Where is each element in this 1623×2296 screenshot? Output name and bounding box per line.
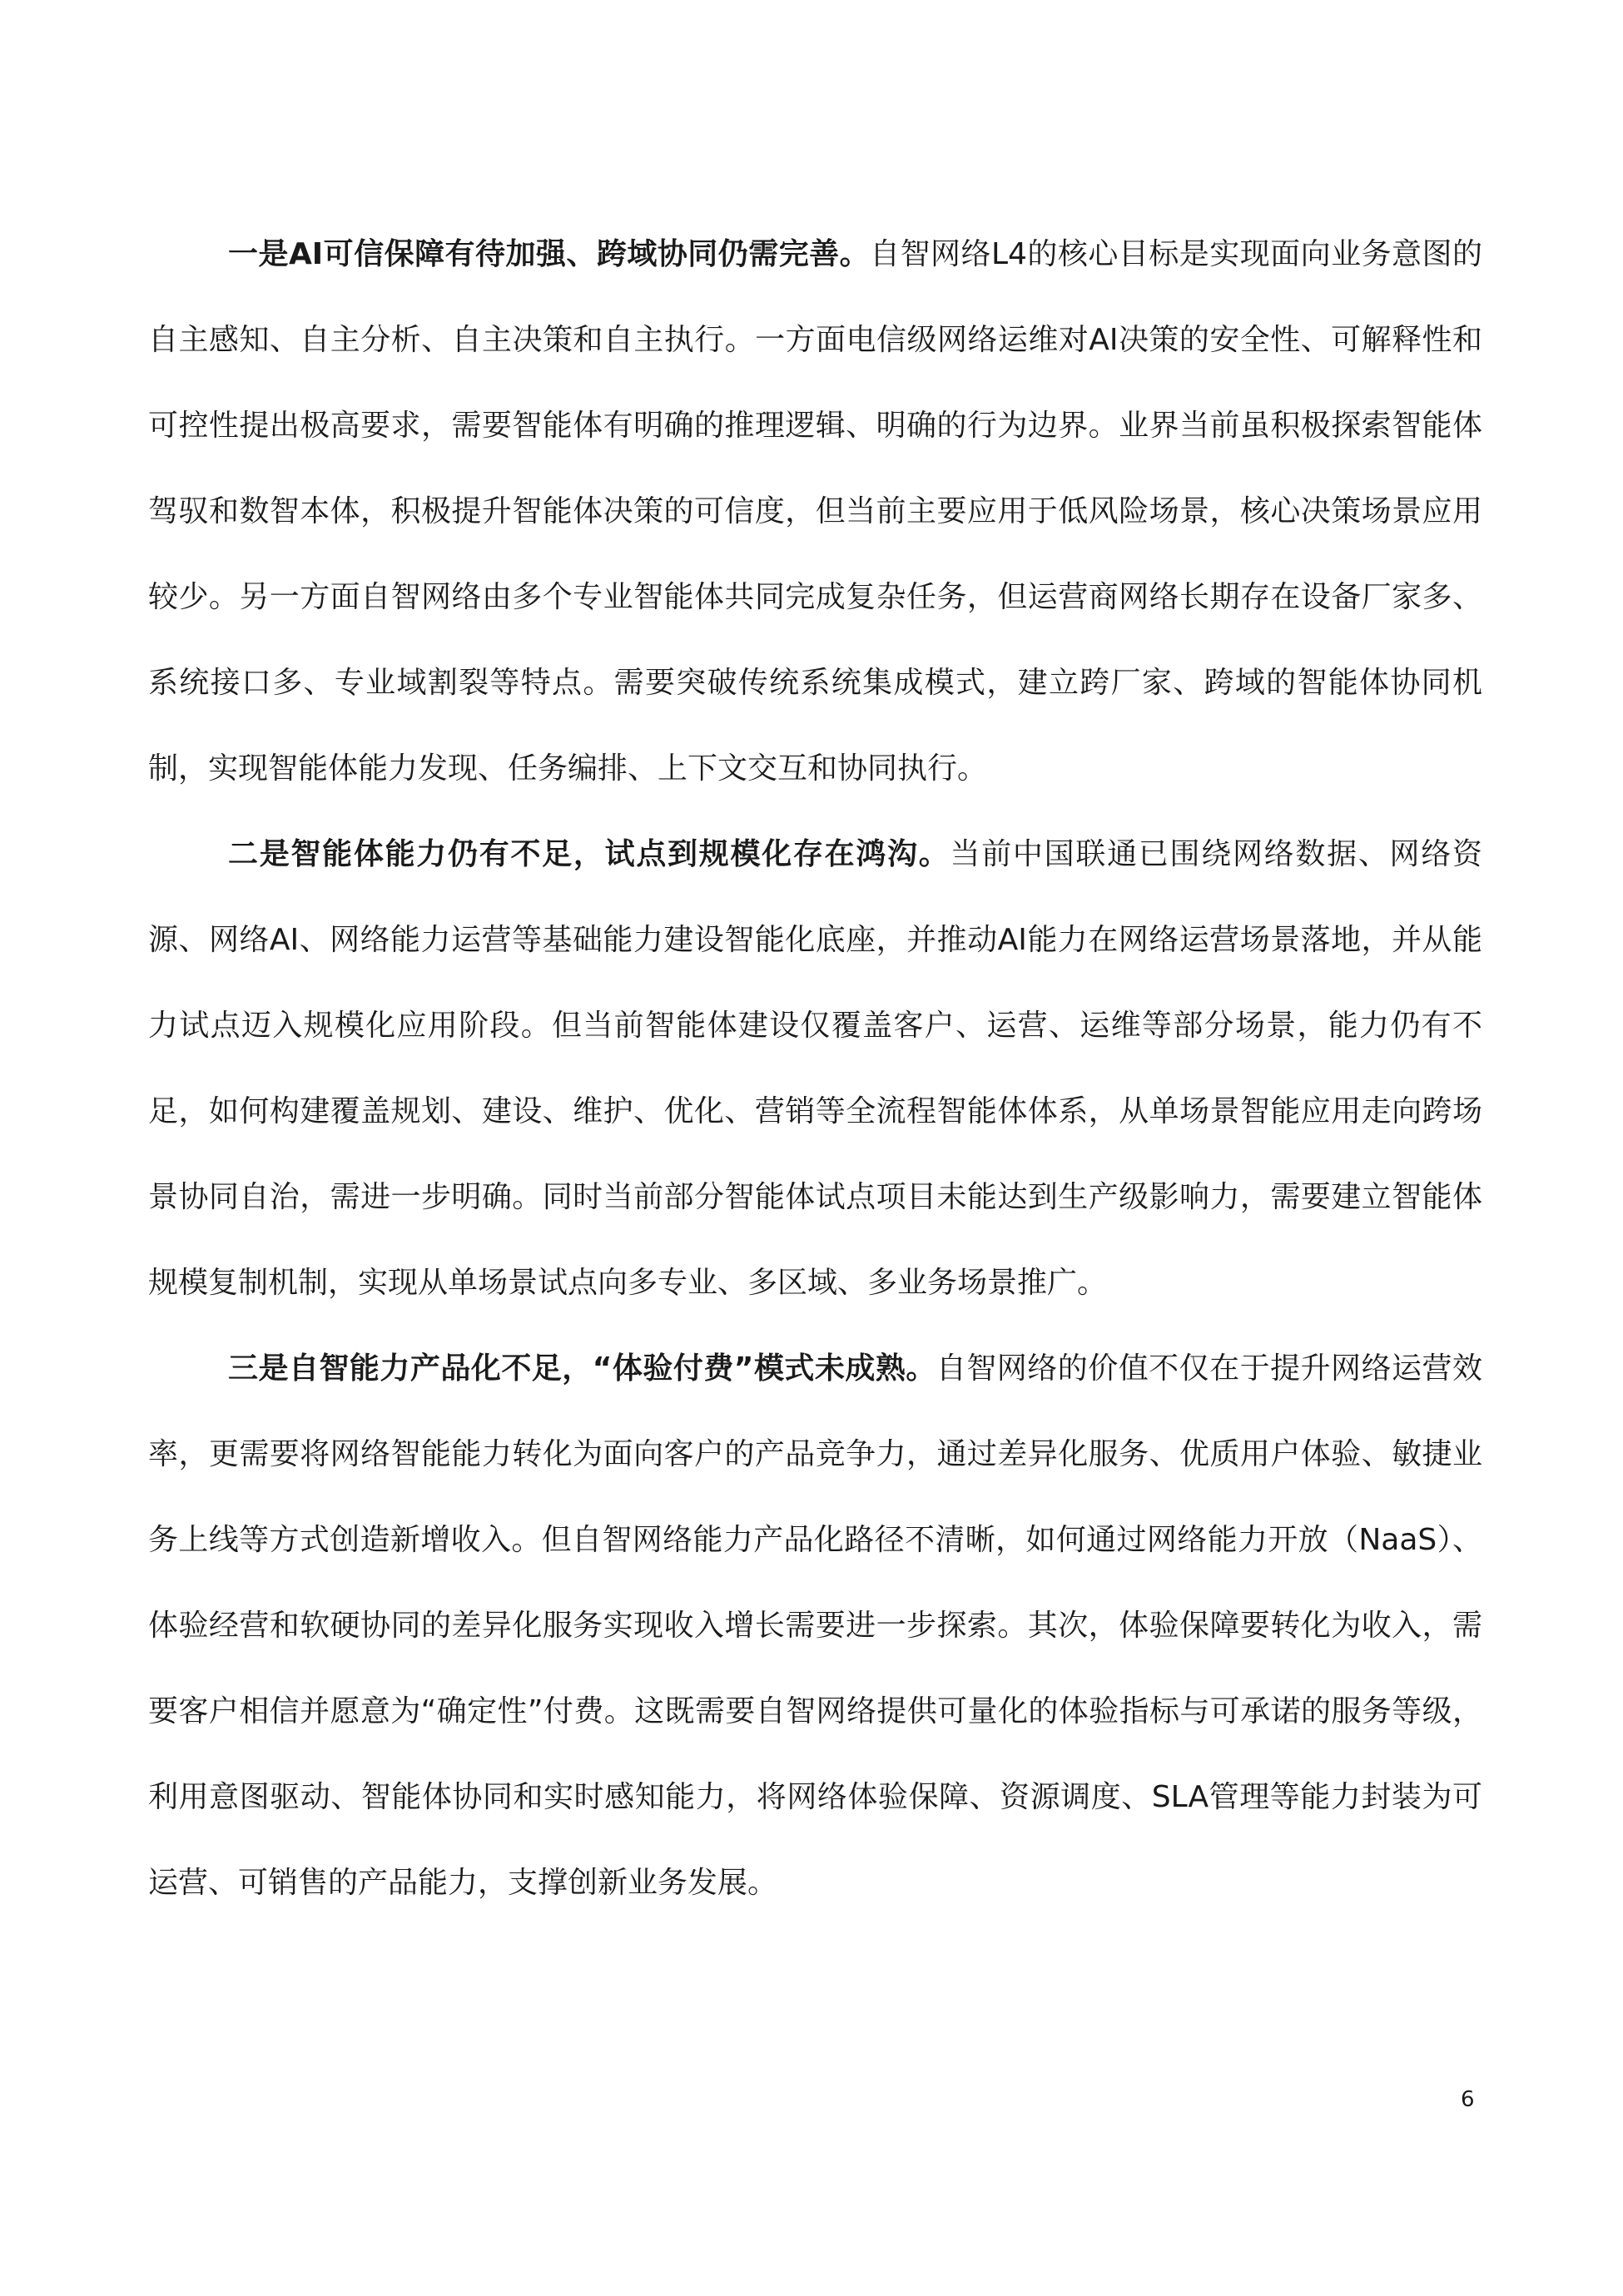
paragraph-ai-trust [148,211,1482,811]
paragraph-lead: 一是AI可信保障有待加强、跨域协同仍需完善。 [228,237,871,271]
paragraph-text: 自智网络的价值不仅在于提升网络运营效率，更需要将网络智能能力转化为面向客户的产品竞争力，通过差异化服务、优质用户体验、敏捷业务上线等方式创造新增收入。但自智网络能力产品化路径不清晰，如何通过网络能力开放（NaaS）、体验经营和软硬协同的差异化服务实现收入增长需要进一步探索。其次，体验保障要转化为收入，需要客户相信并愿意为“确定性”付费。这既需要自智网络提供可量化的体验指标与可承诺的服务等级，利用意图驱动、智能体协同和实时感知能力，将网络体验保障、资源调度、SLA管理等能力封装为可运营、可销售的产品能力，支撑创新业务发展。 [148,1351,1482,1900]
page-number: 6 [1461,2087,1475,2112]
paragraph-lead: 三是自智能力产品化不足，“体验付费”模式未成熟。 [228,1351,936,1386]
paragraph-agent-capability [148,811,1482,1326]
document-body [148,211,1482,1926]
paragraph-text: 当前中国联通已围绕网络数据、网络资源、网络AI、网络能力运营等基础能力建设智能化底座，并推动AI能力在网络运营场景落地，并从能力试点迈入规模化应用阶段。但当前智能体建设仅覆盖客户、运营、运维等部分场景，能力仍有不足，如何构建覆盖规划、建设、维护、优化、营销等全流程智能体体系，从单场景智能应用走向跨场景协同自治，需进一步明确。同时当前部分智能体试点项目未能达到生产级影响力，需要建立智能体规模复制机制，实现从单场景试点向多专业、多区域、多业务场景推广。 [148,837,1482,1300]
paragraph-lead: 二是智能体能力仍有不足，试点到规模化存在鸿沟。 [228,837,950,871]
paragraph-productization [148,1326,1482,1926]
paragraph-text: 自智网络L4的核心目标是实现面向业务意图的自主感知、自主分析、自主决策和自主执行。一方面电信级网络运维对AI决策的安全性、可解释性和可控性提出极高要求，需要智能体有明确的推理逻辑、明确的行为边界。业界当前虽积极探索智能体驾驭和数智本体，积极提升智能体决策的可信度，但当前主要应用于低风险场景，核心决策场景应用较少。另一方面自智网络由多个专业智能体共同完成复杂任务，但运营商网络长期存在设备厂家多、系统接口多、专业域割裂等特点。需要突破传统系统集成模式，建立跨厂家、跨域的智能体协同机制，实现智能体能力发现、任务编排、上下文交互和协同执行。 [148,237,1482,786]
